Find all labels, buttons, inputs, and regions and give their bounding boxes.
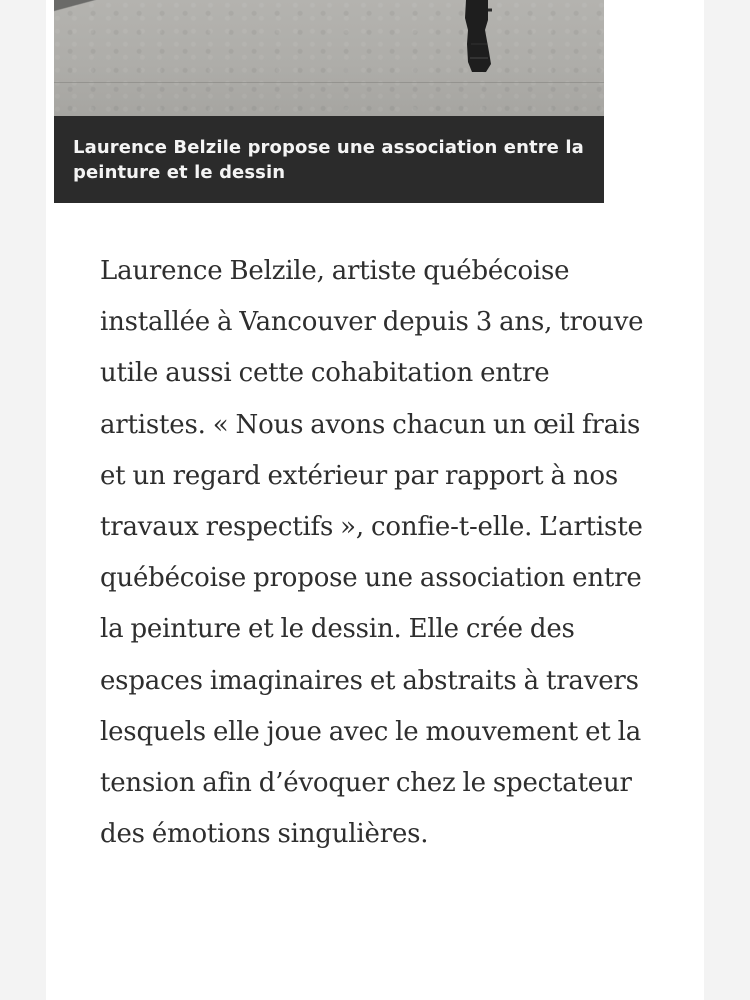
wall-edge: [54, 0, 384, 28]
boot-shape: [458, 0, 494, 74]
photo-caption: Laurence Belzile propose une association entre la peinture et le dessin: [54, 116, 604, 203]
article-photo: [54, 0, 604, 116]
article-figure: [54, 0, 604, 203]
floor-seam: [54, 82, 604, 83]
article-paragraph: Laurence Belzile, artiste québécoise installée à Vancouver depuis 3 ans, trouve utile aussi cette cohabitation entre artistes. « Nous avons chacun un œil frais et un regard extérieur par rapport à nos travaux respectifs », confie-t-elle. L’artiste québécoise propose une association entre la peinture et le dessin. Elle crée des espaces imaginaires et abstraits à travers lesquels elle joue avec le mouvement et la tension afin d’évoquer chez le spectateur des émotions singulières.: [100, 256, 644, 850]
